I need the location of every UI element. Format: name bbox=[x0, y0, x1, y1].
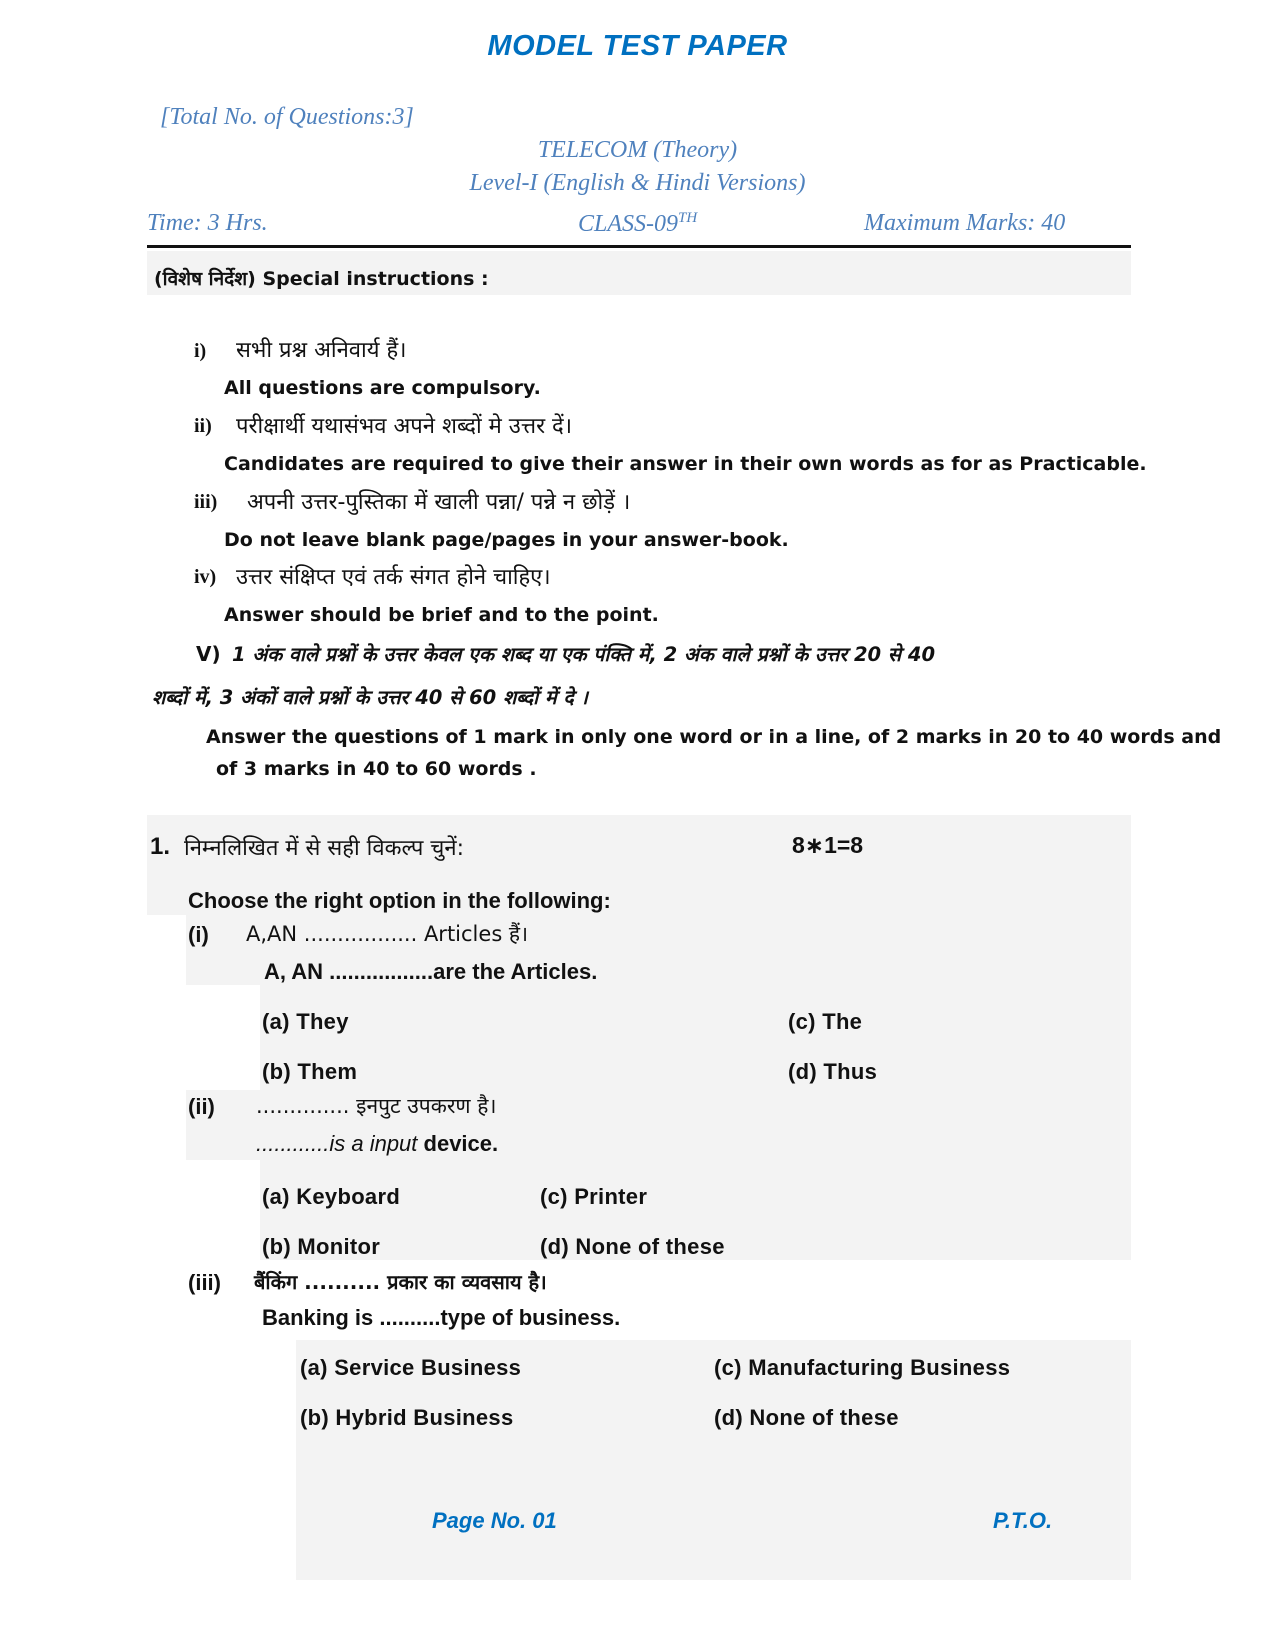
subject: TELECOM (Theory) bbox=[537, 137, 738, 163]
question-english: Choose the right option in the following: bbox=[188, 888, 611, 913]
instruction-hindi: उत्तर संक्षिप्त एवं तर्क संगत होने चाहिए। bbox=[236, 565, 551, 590]
instruction-number: iv) bbox=[194, 566, 217, 588]
instruction-hindi: 1 अंक वाले प्रश्नों के उत्तर केवल एक शब्द या एक पंक्ति में, 2 अंक वाले प्रश्नों के उत्तर 20 से 40 bbox=[232, 643, 936, 666]
option-b[interactable]: (b) Hybrid Business bbox=[300, 1405, 514, 1430]
instruction-english: Candidates are required to give their answer in their own words as for as Practicable. bbox=[224, 453, 1147, 475]
instructions-heading: (विशेष निर्देश) Special instructions : bbox=[154, 268, 489, 290]
question-marks: 8∗1=8 bbox=[792, 832, 864, 858]
part-number: (iii) bbox=[188, 1270, 221, 1295]
instruction-hindi: सभी प्रश्न अनिवार्य हैं। bbox=[236, 338, 407, 363]
part-hindi: बैंकिंग .......... प्रकार का व्यवसाय है। bbox=[254, 1270, 547, 1294]
header-divider bbox=[147, 245, 1131, 248]
part-english: A, AN .................are the Articles. bbox=[264, 959, 598, 984]
option-c[interactable]: (c) The bbox=[788, 1009, 863, 1034]
instruction-number: iii) bbox=[194, 491, 218, 513]
option-d[interactable]: (d) None of these bbox=[714, 1405, 899, 1430]
instruction-hindi: शब्दों में, 3 अंकों वाले प्रश्नों के उत्तर 40 से 60 शब्दों में दे । bbox=[152, 686, 588, 709]
pto-label: P.T.O. bbox=[993, 1508, 1053, 1533]
part-hindi: A,AN ................. Articles हैं। bbox=[246, 922, 529, 946]
part-english: Banking is ..........type of business. bbox=[262, 1305, 621, 1330]
question-number: 1. bbox=[150, 833, 171, 860]
part-number: (i) bbox=[188, 922, 209, 947]
page-title: MODEL TEST PAPER bbox=[487, 30, 788, 62]
instruction-english: Answer the questions of 1 mark in only one word or in a line, of 2 marks in 20 to 40 words and bbox=[206, 726, 1222, 748]
option-c[interactable]: (c) Manufacturing Business bbox=[714, 1355, 1011, 1380]
time-allowed: Time: 3 Hrs. bbox=[147, 210, 268, 236]
instruction-english: of 3 marks in 40 to 60 words . bbox=[216, 758, 537, 780]
question-hindi: निम्नलिखित में से सही विकल्प चुनें: bbox=[184, 836, 464, 861]
instruction-english: Do not leave blank page/pages in your answer-book. bbox=[224, 529, 789, 551]
total-questions: [Total No. of Questions:3] bbox=[160, 104, 414, 130]
page-number: Page No. 01 bbox=[432, 1508, 557, 1533]
part-english: ............is a input device. bbox=[256, 1131, 499, 1156]
option-a[interactable]: (a) Keyboard bbox=[262, 1184, 401, 1209]
instruction-number: i) bbox=[194, 340, 207, 362]
instruction-hindi: अपनी उत्तर-पुस्तिका में खाली पन्ना/ पन्ने न छोड़ें । bbox=[247, 490, 631, 515]
class-label: CLASS-09TH bbox=[578, 210, 698, 237]
instruction-number: ii) bbox=[194, 415, 212, 437]
maximum-marks: Maximum Marks: 40 bbox=[864, 210, 1066, 236]
option-d[interactable]: (d) Thus bbox=[788, 1059, 878, 1084]
option-b[interactable]: (b) Monitor bbox=[262, 1234, 381, 1259]
part-number: (ii) bbox=[188, 1094, 215, 1119]
instruction-number: V) bbox=[196, 642, 221, 666]
options-bg bbox=[260, 985, 1131, 1090]
option-a[interactable]: (a) They bbox=[262, 1009, 349, 1034]
instruction-english: Answer should be brief and to the point. bbox=[224, 604, 659, 626]
instruction-hindi: परीक्षार्थी यथासंभव अपने शब्दों मे उत्तर दें। bbox=[236, 414, 573, 439]
option-a[interactable]: (a) Service Business bbox=[300, 1355, 522, 1380]
level: Level-I (English & Hindi Versions) bbox=[469, 170, 806, 196]
part-hindi: .............. इनपुट उपकरण है। bbox=[256, 1094, 497, 1118]
instruction-english: All questions are compulsory. bbox=[224, 377, 541, 399]
option-d[interactable]: (d) None of these bbox=[540, 1234, 725, 1259]
option-b[interactable]: (b) Them bbox=[262, 1059, 358, 1084]
option-c[interactable]: (c) Printer bbox=[540, 1184, 648, 1209]
